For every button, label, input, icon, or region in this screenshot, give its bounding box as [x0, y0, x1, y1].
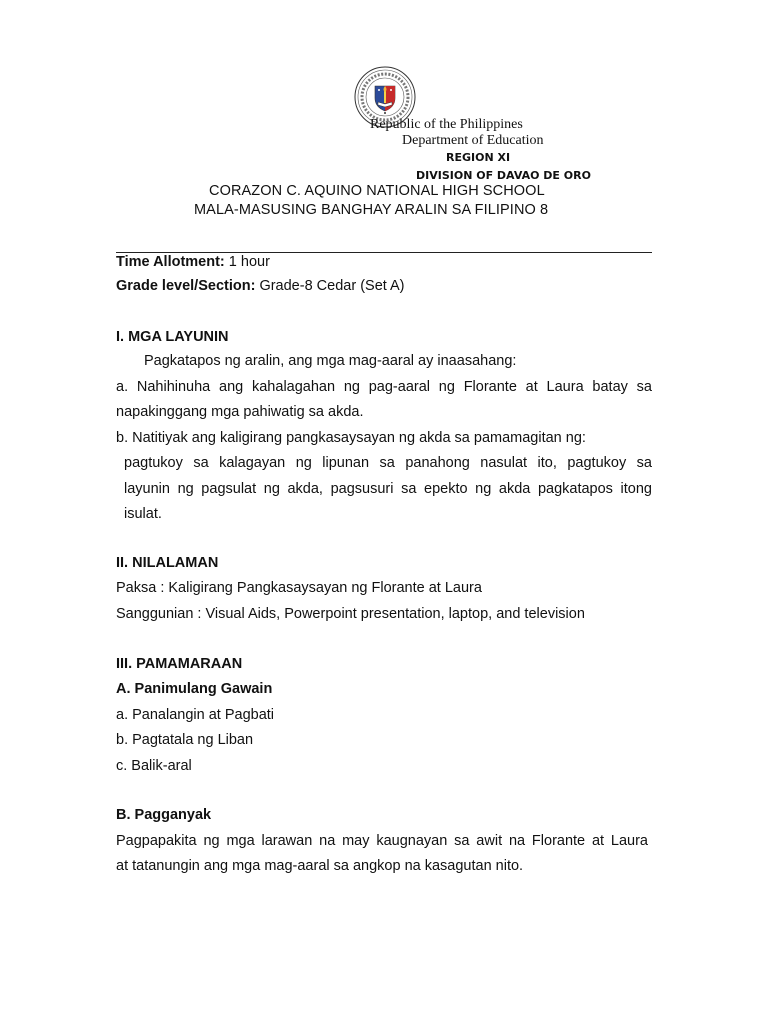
grade-section-label: Grade level/Section: [116, 278, 256, 294]
time-allotment-value: 1 hour [224, 254, 270, 270]
objective-a-line2: napakinggang mga pahiwatig sa akda. [116, 404, 364, 420]
objectives-intro: Pagkatapos ng aralin, ang mga mag-aaral ay inaasahang: [144, 353, 517, 369]
school-name: CORAZON C. AQUINO NATIONAL HIGH SCHOOL [209, 183, 545, 199]
pagganyak-line2: at tatanungin ang mga mag-aaral sa angkop na kasagutan nito. [116, 858, 524, 874]
list-item: c. Balik-aral [116, 758, 192, 774]
section-heading-layunin: I. MGA LAYUNIN [116, 329, 229, 345]
department-line: Department of Education [402, 133, 544, 148]
subheading-pagganyak: B. Pagganyak [116, 807, 212, 823]
grade-section [116, 277, 405, 295]
republic-line: Republic of the Philippines [370, 117, 523, 132]
time-allotment [116, 253, 270, 271]
sanggunian-line: Sanggunian : Visual Aids, Powerpoint presentation, laptop, and television [116, 606, 585, 622]
pagganyak-line1: Pagpapakita ng mga larawan na may kaugnayan sa awit na Florante at Laura [116, 833, 648, 849]
objective-b-line3: layunin ng pagsulat ng akda, pagsusuri sa epekto ng akda pagkatapos itong [124, 481, 652, 497]
division-line: DIVISION OF DAVAO DE ORO [416, 169, 591, 182]
objective-b-line2: pagtukoy sa kalagayan ng lipunan sa panahong nasulat ito, pagtukoy sa [124, 455, 652, 471]
section-heading-pamamaraan: III. PAMAMARAAN [116, 656, 243, 672]
list-item: b. Pagtatala ng Liban [116, 732, 254, 748]
section-heading-nilalaman: II. NILALAMAN [116, 555, 219, 571]
objective-b-line4: isulat. [124, 506, 162, 522]
region-line: REGION XI [446, 151, 511, 164]
objective-b-line1: b. Natitiyak ang kaligirang pangkasaysayan ng akda sa pamamagitan ng: [116, 430, 586, 446]
objective-a-line1: a. Nahihinuha ang kahalagahan ng pag-aaral ng Florante at Laura batay sa [116, 379, 652, 395]
grade-section-value: Grade-8 Cedar (Set A) [255, 278, 405, 294]
list-item: a. Panalangin at Pagbati [116, 707, 275, 723]
paksa-line: Paksa : Kaligirang Pangkasaysayan ng Florante at Laura [116, 580, 482, 596]
lesson-plan-title: MALA-MASUSING BANGHAY ARALIN SA FILIPINO 8 [194, 202, 549, 218]
time-allotment-label: Time Allotment: [116, 254, 225, 270]
subheading-panimulang-gawain: A. Panimulang Gawain [116, 681, 273, 697]
